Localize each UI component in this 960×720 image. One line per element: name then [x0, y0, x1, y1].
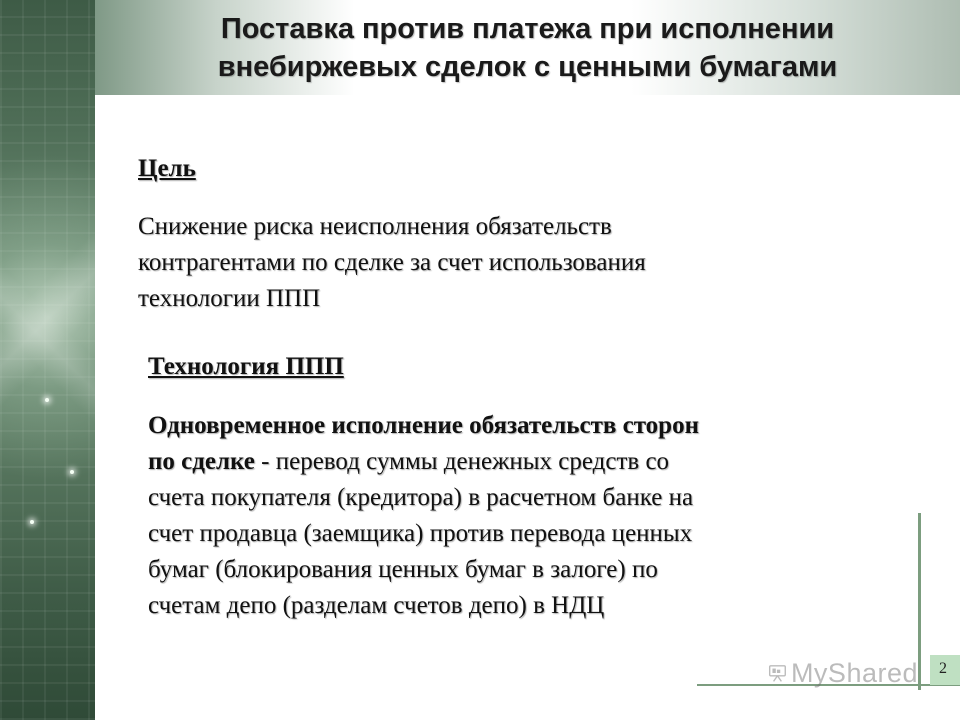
- goal-text-line-2: контрагентами по сделке за счет использования: [138, 249, 646, 276]
- technology-text-line-5: бумаг (блокирования ценных бумаг в залоге) по: [148, 556, 658, 583]
- technology-bold-line-1: Одновременное исполнение обязательств сторон: [148, 412, 699, 439]
- slide-title: [95, 10, 960, 86]
- goal-heading: Цель: [138, 155, 196, 182]
- technology-text-line-6: счетам депо (разделам счетов депо) в НДЦ: [148, 592, 605, 619]
- goal-text-line-1: Снижение риска неисполнения обязательств: [138, 213, 612, 240]
- sparkle-decoration: [70, 470, 74, 474]
- technology-text-line-4: счет продавца (заемщика) против перевода ценных: [148, 520, 693, 547]
- sparkle-decoration: [45, 398, 49, 402]
- page-number: 2: [939, 660, 947, 677]
- sparkle-decoration: [30, 520, 34, 524]
- slide-title-line-1: Поставка против платежа при исполнении: [220, 13, 835, 45]
- goal-text-line-3: технологии ППП: [138, 285, 321, 312]
- technology-text-line-3: счета покупателя (кредитора) в расчетном банке на: [148, 484, 694, 511]
- projector-icon: [768, 656, 787, 690]
- technology-text-line-2: - перевод суммы денежных средств со: [254, 448, 670, 475]
- goal-text: [138, 209, 646, 317]
- slide-title-line-2: внебиржевых сделок с ценными бумагами: [217, 51, 838, 83]
- watermark-text: MyShared: [790, 657, 918, 688]
- technology-text: [148, 408, 699, 624]
- decorative-vertical-line: [918, 513, 921, 690]
- watermark: [768, 653, 918, 693]
- panel-light-streak: [0, 0, 95, 720]
- decorative-side-panel: [0, 0, 95, 720]
- technology-bold-line-2: по сделке: [148, 448, 255, 475]
- technology-heading: Технология ППП: [148, 353, 344, 380]
